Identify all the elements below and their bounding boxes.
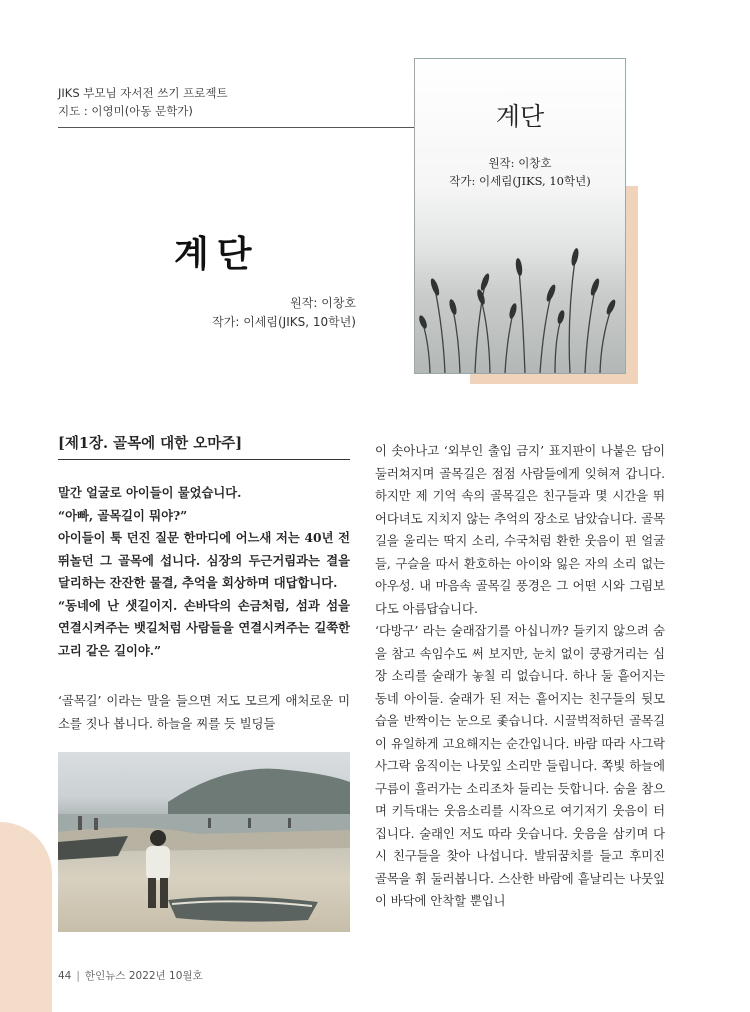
- page-number: 44: [58, 970, 72, 982]
- advisor-line: 지도 : 이영미(아동 문학가): [58, 104, 193, 118]
- project-header: [58, 84, 228, 120]
- reeds-illustration: [415, 229, 625, 373]
- author-credit: 작가: 이세림(JIKS, 10학년): [212, 315, 356, 329]
- footer-separator: |: [76, 970, 80, 982]
- project-name: JIKS 부모님 자서전 쓰기 프로젝트: [58, 86, 228, 100]
- page-footer: [58, 968, 203, 983]
- bold-paragraph: 말간 얼굴로 아이들이 물었습니다.: [58, 485, 242, 500]
- original-author-credit: 원작: 이창호: [290, 296, 356, 310]
- bold-paragraph: “아빠, 골목길이 뭐야?”: [58, 507, 188, 523]
- bold-paragraph: “동네에 난 샛길이지. 손바닥의 손금처럼, 섬과 섬을 연결시켜주는 뱃길처럼 사람들을 연결시켜주는 길쭉한 고리 같은 길이야.”: [58, 597, 350, 658]
- cover-title: 계단: [495, 102, 545, 131]
- body-paragraph: ‘다방구’ 라는 술래잡기를 아십니까? 들키지 않으려 숨을 참고 속임수도 써 보지만, 눈치 없이 쿵광거리는 심장 소리를 술래가 놓칠 리 없습니다. 하나 둘 흩어지는 동네 아이들. 술래가 된 저는 흩어지는 친구들의 뒷모습을 반짝이는 눈으로 좇습니다. 시끌벅적하던 골목길이 유일하게 고요해지는 순간입니다. 바람 따라 사그락사그락 움직이는 나뭇잎 소리만 들립니다. 쪽빛 하늘에 구름이 흘러가는 소리조차 들리는 듯합니다. 숨을 참으며 키득대는 웃음소리를 시작으로 여기저기 웃음이 터집니다. 술래인 저도 따라 웃습니다. 웃음을 삼키며 다시 친구들을 찾아 나섭니다. 발뒤꿈치를 들고 후미진 골목을 휘 둘러봅니다. 스산한 바람에 흩날리는 나뭇잎이 바닥에 안착할 뿐입니: [375, 624, 665, 908]
- bold-intro: [58, 482, 350, 662]
- right-column-body: [375, 440, 665, 913]
- body-paragraph: 이 솟아나고 ‘외부인 출입 금지’ 표지판이 나붙은 담이 둘러쳐지며 골목길은 점점 사람들에게 잊혀져 갑니다. 하지만 제 기억 속의 골목길은 친구들과 몇 시간을 뛰어다녀도 지치지 않는 추억의 장소로 남았습니다. 골목길을 울리는 딱지 소리, 수국처럼 환한 웃음이 핀 얼굴들, 구슬을 따서 환호하는 아이와 잃은 자의 소리 없는 아우성. 내 마음속 골목길 풍경은 그 어떤 시와 그림보다도 아름답습니다.: [375, 444, 665, 616]
- childhood-beach-photo: [58, 752, 350, 932]
- book-cover: [414, 58, 626, 374]
- left-column-body: [58, 690, 350, 735]
- cover-original-credit: 원작: 이창호: [488, 156, 552, 170]
- cover-author-credit: 작가: 이세림(JIKS, 10학년): [449, 174, 591, 188]
- header-divider: [58, 127, 414, 128]
- body-paragraph: ‘골목길’ 이라는 말을 들으면 저도 모르게 애처로운 미소를 짓나 봅니다. 하늘을 찌를 듯 빌딩들: [58, 694, 350, 731]
- article-title: 계단: [174, 233, 260, 275]
- decorative-shape-left: [0, 822, 52, 1012]
- chapter-heading: [제1장. 골목에 대한 오마주]: [58, 432, 350, 460]
- publication-name: 한인뉴스 2022년 10월호: [84, 970, 203, 982]
- bold-paragraph: 아이들이 툭 던진 질문 한마디에 어느새 저는 40년 전 뛰놀던 그 골목에 섭니다. 심장의 두근거림과는 결을 달리하는 잔잔한 물결, 추억을 회상하며 대답합니다.: [58, 530, 350, 590]
